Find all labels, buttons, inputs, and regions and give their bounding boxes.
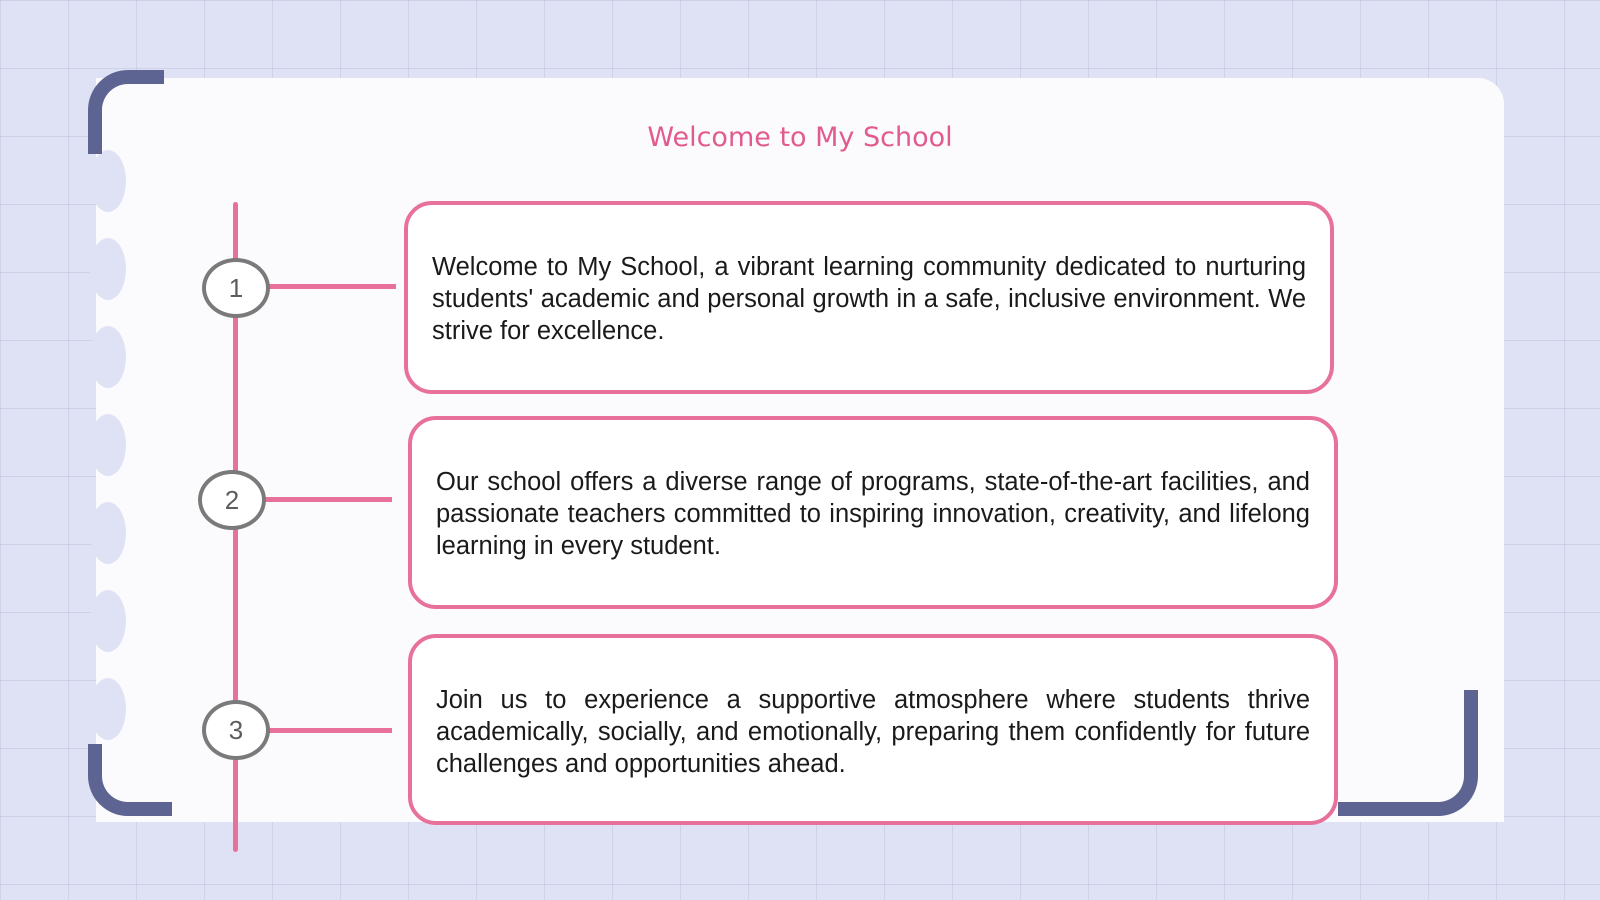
slide-title: Welcome to My School xyxy=(647,122,953,153)
paper-scalloped-edge xyxy=(96,150,130,750)
corner-bracket-bottom-left xyxy=(88,744,172,816)
step-number-1: 1 xyxy=(202,258,270,318)
timeline-connector-2 xyxy=(262,497,392,502)
step-card-text: Welcome to My School, a vibrant learning community dedicated to nurturing students' academic and personal growth in a safe, inclusive environment. We strive for excellence. xyxy=(432,253,1306,345)
corner-bracket-bottom-right xyxy=(1338,690,1478,816)
scallop xyxy=(90,414,126,476)
step-card-3 xyxy=(408,634,1338,825)
scallop xyxy=(90,502,126,564)
scallop xyxy=(90,238,126,300)
step-card-1 xyxy=(404,201,1334,394)
step-number-3: 3 xyxy=(202,700,270,760)
scallop xyxy=(90,150,126,212)
scallop xyxy=(90,590,126,652)
scallop xyxy=(90,326,126,388)
step-card-2 xyxy=(408,416,1338,609)
step-card-text: Join us to experience a supportive atmosphere where students thrive academically, socially, and emotionally, preparing them confidently for future challenges and opportunities ahead. xyxy=(436,686,1310,778)
scallop xyxy=(90,678,126,740)
timeline-connector-3 xyxy=(266,728,392,733)
timeline-connector-1 xyxy=(266,284,396,289)
step-card-text: Our school offers a diverse range of programs, state-of-the-art facilities, and passionate teachers committed to inspiring innovation, creativity, and lifelong learning in every student. xyxy=(436,468,1310,560)
step-number-2: 2 xyxy=(198,470,266,530)
